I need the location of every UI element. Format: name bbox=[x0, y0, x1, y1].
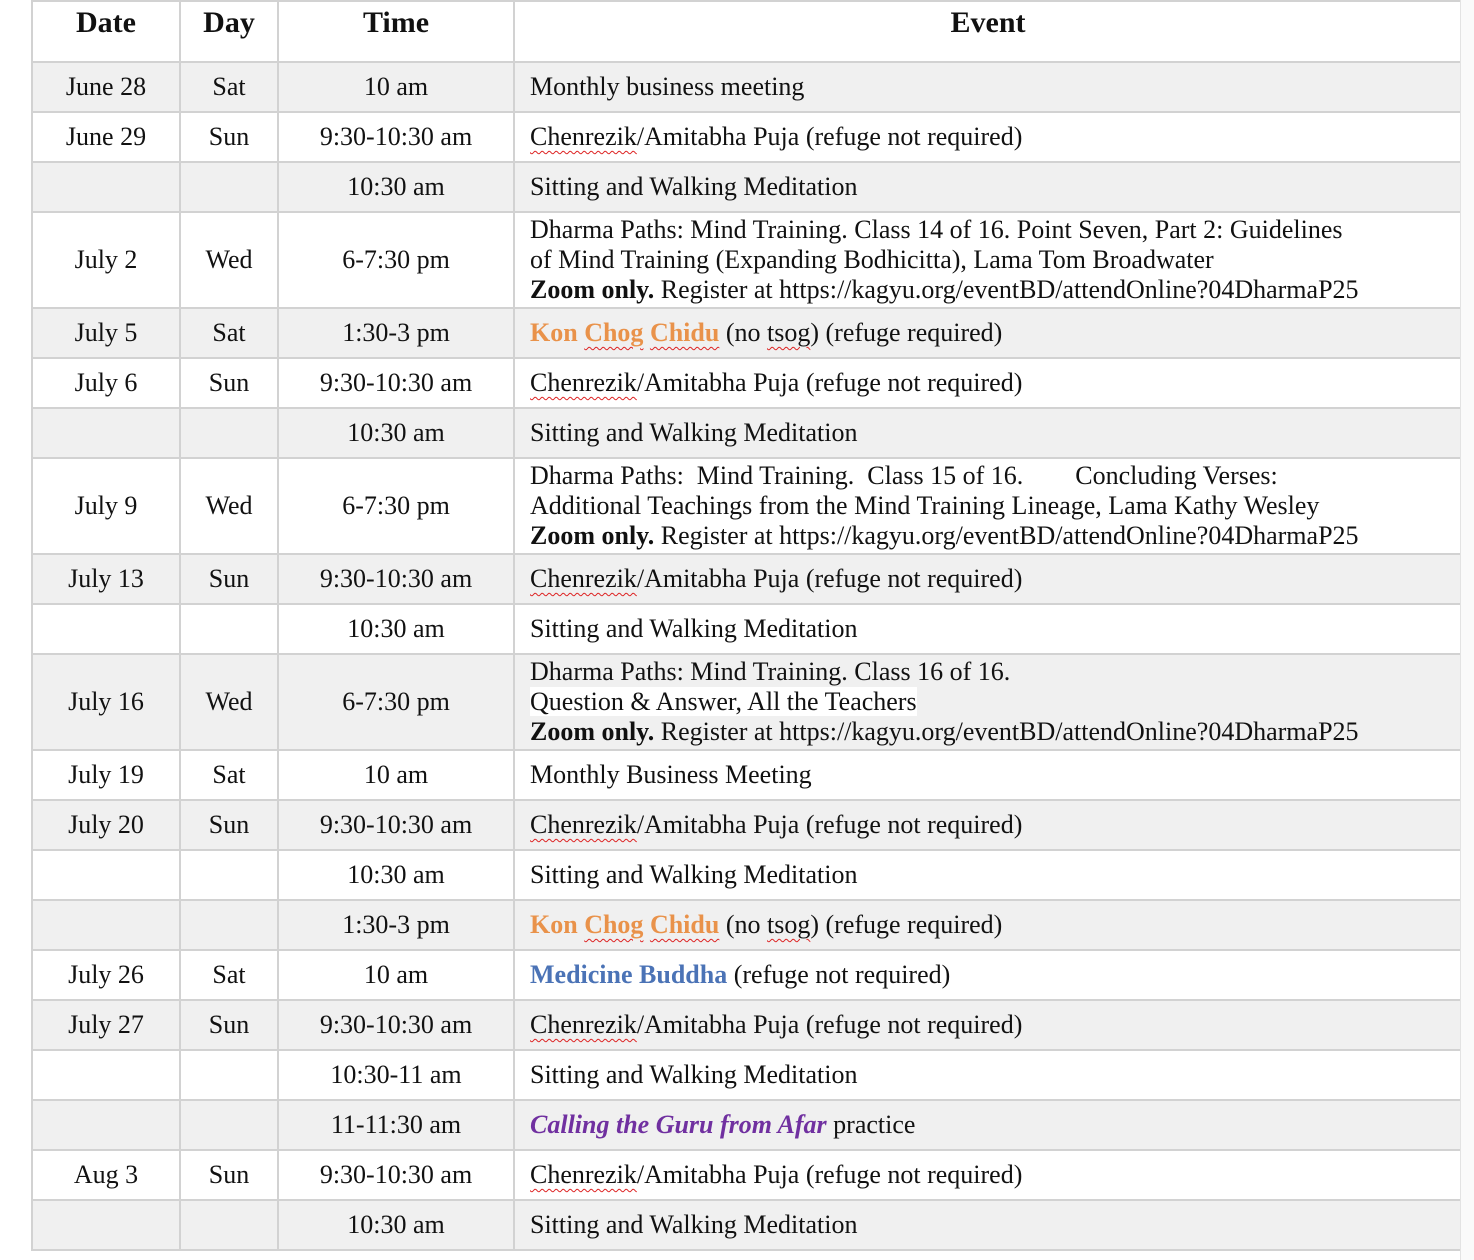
time-cell: 9:30-10:30 am bbox=[278, 112, 514, 162]
date-cell: July 13 bbox=[32, 554, 180, 604]
event-line bbox=[530, 687, 1461, 717]
event-text: /Amitabha Puja (refuge not required) bbox=[636, 564, 1023, 593]
date-cell: June 28 bbox=[32, 62, 180, 112]
time-cell: 9:30-10:30 am bbox=[278, 1150, 514, 1200]
event-cell bbox=[514, 950, 1462, 1000]
table-row bbox=[32, 950, 1462, 1000]
header-date: Date bbox=[32, 1, 180, 62]
table-row bbox=[32, 1050, 1462, 1100]
event-line: Dharma Paths: Mind Training. Class 15 of 16. Concluding Verses: bbox=[530, 461, 1278, 490]
event-text: (refuge not required) bbox=[727, 960, 951, 989]
date-cell: July 9 bbox=[32, 458, 180, 554]
time-cell: 10 am bbox=[278, 750, 514, 800]
event-cell: Sitting and Walking Meditation bbox=[514, 1200, 1462, 1250]
table-row bbox=[32, 308, 1462, 358]
time-cell: 10 am bbox=[278, 950, 514, 1000]
date-cell: July 26 bbox=[32, 950, 180, 1000]
event-text: /Amitabha Puja (refuge not required) bbox=[636, 368, 1023, 397]
event-cell: Sitting and Walking Meditation bbox=[514, 850, 1462, 900]
event-cell bbox=[514, 212, 1462, 308]
table-row bbox=[32, 1000, 1462, 1050]
date-cell: July 27 bbox=[32, 1000, 180, 1050]
misspelled-word: Chenrezik bbox=[530, 122, 637, 151]
event-cell bbox=[514, 654, 1462, 750]
day-cell: Sun bbox=[180, 1150, 278, 1200]
time-cell: 6-7:30 pm bbox=[278, 458, 514, 554]
day-cell: Wed bbox=[180, 458, 278, 554]
zoom-label: Zoom only. bbox=[530, 521, 655, 550]
event-cell bbox=[514, 358, 1462, 408]
day-cell: Sun bbox=[180, 112, 278, 162]
misspelled-word: Chidu bbox=[649, 910, 720, 939]
day-cell: Sat bbox=[180, 750, 278, 800]
window-edge bbox=[1460, 0, 1474, 1260]
date-cell bbox=[32, 162, 180, 212]
calling-guru-title: Calling the Guru from Afar bbox=[530, 1110, 827, 1139]
day-cell: Sun bbox=[180, 554, 278, 604]
zoom-label: Zoom only. bbox=[530, 717, 655, 746]
time-cell: 10:30 am bbox=[278, 850, 514, 900]
day-cell bbox=[180, 604, 278, 654]
event-text: (no bbox=[719, 910, 767, 939]
time-cell: 10:30-11 am bbox=[278, 1050, 514, 1100]
misspelled-word: Chenrezik bbox=[530, 1010, 637, 1039]
day-cell bbox=[180, 408, 278, 458]
event-cell: Monthly business meeting bbox=[514, 62, 1462, 112]
event-cell bbox=[514, 554, 1462, 604]
date-cell bbox=[32, 850, 180, 900]
time-cell: 9:30-10:30 am bbox=[278, 554, 514, 604]
misspelled-word: Chog bbox=[584, 910, 644, 939]
header-row bbox=[32, 1, 1462, 62]
zoom-label: Zoom only. bbox=[530, 275, 655, 304]
event-text: /Amitabha Puja (refuge not required) bbox=[636, 1010, 1023, 1039]
time-cell: 6-7:30 pm bbox=[278, 654, 514, 750]
event-line: Additional Teachings from the Mind Training Lineage, Lama Kathy Wesley bbox=[530, 491, 1320, 520]
date-cell bbox=[32, 900, 180, 950]
title-word: Kon bbox=[530, 910, 578, 939]
event-line: Dharma Paths: Mind Training. Class 16 of 16. bbox=[530, 657, 1011, 686]
title-word: Kon bbox=[530, 318, 578, 347]
date-cell: July 20 bbox=[32, 800, 180, 850]
day-cell: Sun bbox=[180, 358, 278, 408]
time-cell: 9:30-10:30 am bbox=[278, 1000, 514, 1050]
day-cell: Sun bbox=[180, 800, 278, 850]
event-line bbox=[530, 275, 1461, 305]
table-row bbox=[32, 408, 1462, 458]
time-cell: 6-7:30 pm bbox=[278, 212, 514, 308]
day-cell: Sun bbox=[180, 1000, 278, 1050]
event-text: Question & Answer, All the Teachers bbox=[530, 687, 917, 716]
event-cell: Sitting and Walking Meditation bbox=[514, 162, 1462, 212]
date-cell: July 6 bbox=[32, 358, 180, 408]
event-line: of Mind Training (Expanding Bodhicitta), Lama Tom Broadwater bbox=[530, 245, 1214, 274]
header-time: Time bbox=[278, 1, 514, 62]
date-cell: July 16 bbox=[32, 654, 180, 750]
event-text: practice bbox=[826, 1110, 916, 1139]
table-row bbox=[32, 112, 1462, 162]
event-cell: Sitting and Walking Meditation bbox=[514, 1050, 1462, 1100]
time-cell: 9:30-10:30 am bbox=[278, 358, 514, 408]
date-cell bbox=[32, 1050, 180, 1100]
misspelled-word: Chenrezik bbox=[530, 810, 637, 839]
event-line: Dharma Paths: Mind Training. Class 14 of 16. Point Seven, Part 2: Guidelines bbox=[530, 215, 1343, 244]
date-cell: June 29 bbox=[32, 112, 180, 162]
event-line bbox=[530, 521, 1461, 551]
time-cell: 9:30-10:30 am bbox=[278, 800, 514, 850]
event-text: ) (refuge required) bbox=[810, 910, 1003, 939]
time-cell: 10:30 am bbox=[278, 162, 514, 212]
event-cell bbox=[514, 458, 1462, 554]
event-text: (no bbox=[719, 318, 767, 347]
time-cell: 10:30 am bbox=[278, 408, 514, 458]
schedule-table bbox=[31, 0, 1463, 1251]
misspelled-word: Chidu bbox=[649, 318, 720, 347]
time-cell: 10 am bbox=[278, 62, 514, 112]
event-cell bbox=[514, 1150, 1462, 1200]
table-row bbox=[32, 1200, 1462, 1250]
day-cell: Sat bbox=[180, 62, 278, 112]
day-cell bbox=[180, 900, 278, 950]
table-row bbox=[32, 458, 1462, 554]
event-cell bbox=[514, 900, 1462, 950]
event-cell: Monthly Business Meeting bbox=[514, 750, 1462, 800]
register-link[interactable]: Register at https://kagyu.org/eventBD/attendOnline?04DharmaP25 bbox=[654, 717, 1359, 746]
header-day: Day bbox=[180, 1, 278, 62]
medicine-buddha-title: Medicine Buddha bbox=[530, 960, 728, 989]
time-cell: 1:30-3 pm bbox=[278, 308, 514, 358]
event-text: /Amitabha Puja (refuge not required) bbox=[636, 810, 1023, 839]
day-cell bbox=[180, 1200, 278, 1250]
table-row bbox=[32, 654, 1462, 750]
table-row bbox=[32, 750, 1462, 800]
table-row bbox=[32, 212, 1462, 308]
misspelled-word: tsog bbox=[767, 318, 811, 347]
register-link[interactable]: Register at https://kagyu.org/eventBD/attendOnline?04DharmaP25 bbox=[654, 275, 1359, 304]
event-cell bbox=[514, 1100, 1462, 1150]
day-cell: Wed bbox=[180, 212, 278, 308]
date-cell bbox=[32, 604, 180, 654]
table-row bbox=[32, 62, 1462, 112]
table-row bbox=[32, 358, 1462, 408]
table-row bbox=[32, 900, 1462, 950]
kon-chog-chidu-title bbox=[530, 318, 719, 347]
misspelled-word: Chog bbox=[584, 318, 644, 347]
event-cell bbox=[514, 1000, 1462, 1050]
event-cell bbox=[514, 308, 1462, 358]
event-text: /Amitabha Puja (refuge not required) bbox=[636, 122, 1023, 151]
event-cell bbox=[514, 800, 1462, 850]
date-cell bbox=[32, 1200, 180, 1250]
event-text: /Amitabha Puja (refuge not required) bbox=[636, 1160, 1023, 1189]
table-row bbox=[32, 554, 1462, 604]
event-text: ) (refuge required) bbox=[810, 318, 1003, 347]
table-row bbox=[32, 850, 1462, 900]
misspelled-word: Chenrezik bbox=[530, 1160, 637, 1189]
date-cell: July 19 bbox=[32, 750, 180, 800]
header-event: Event bbox=[514, 1, 1462, 62]
date-cell: July 2 bbox=[32, 212, 180, 308]
date-cell bbox=[32, 1100, 180, 1150]
event-cell bbox=[514, 112, 1462, 162]
day-cell: Sat bbox=[180, 950, 278, 1000]
table-row bbox=[32, 162, 1462, 212]
day-cell bbox=[180, 1100, 278, 1150]
time-cell: 10:30 am bbox=[278, 1200, 514, 1250]
date-cell: July 5 bbox=[32, 308, 180, 358]
time-cell: 11-11:30 am bbox=[278, 1100, 514, 1150]
day-cell bbox=[180, 850, 278, 900]
misspelled-word: Chenrezik bbox=[530, 564, 637, 593]
register-link[interactable]: Register at https://kagyu.org/eventBD/attendOnline?04DharmaP25 bbox=[654, 521, 1359, 550]
kon-chog-chidu-title bbox=[530, 910, 719, 939]
table-row bbox=[32, 1100, 1462, 1150]
time-cell: 10:30 am bbox=[278, 604, 514, 654]
date-cell bbox=[32, 408, 180, 458]
event-cell: Sitting and Walking Meditation bbox=[514, 408, 1462, 458]
day-cell bbox=[180, 1050, 278, 1100]
misspelled-word: tsog bbox=[767, 910, 811, 939]
day-cell: Sat bbox=[180, 308, 278, 358]
day-cell: Wed bbox=[180, 654, 278, 750]
event-cell: Sitting and Walking Meditation bbox=[514, 604, 1462, 654]
table-row bbox=[32, 604, 1462, 654]
date-cell: Aug 3 bbox=[32, 1150, 180, 1200]
day-cell bbox=[180, 162, 278, 212]
table-row bbox=[32, 800, 1462, 850]
event-line bbox=[530, 717, 1461, 747]
time-cell: 1:30-3 pm bbox=[278, 900, 514, 950]
misspelled-word: Chenrezik bbox=[530, 368, 637, 397]
table-row bbox=[32, 1150, 1462, 1200]
